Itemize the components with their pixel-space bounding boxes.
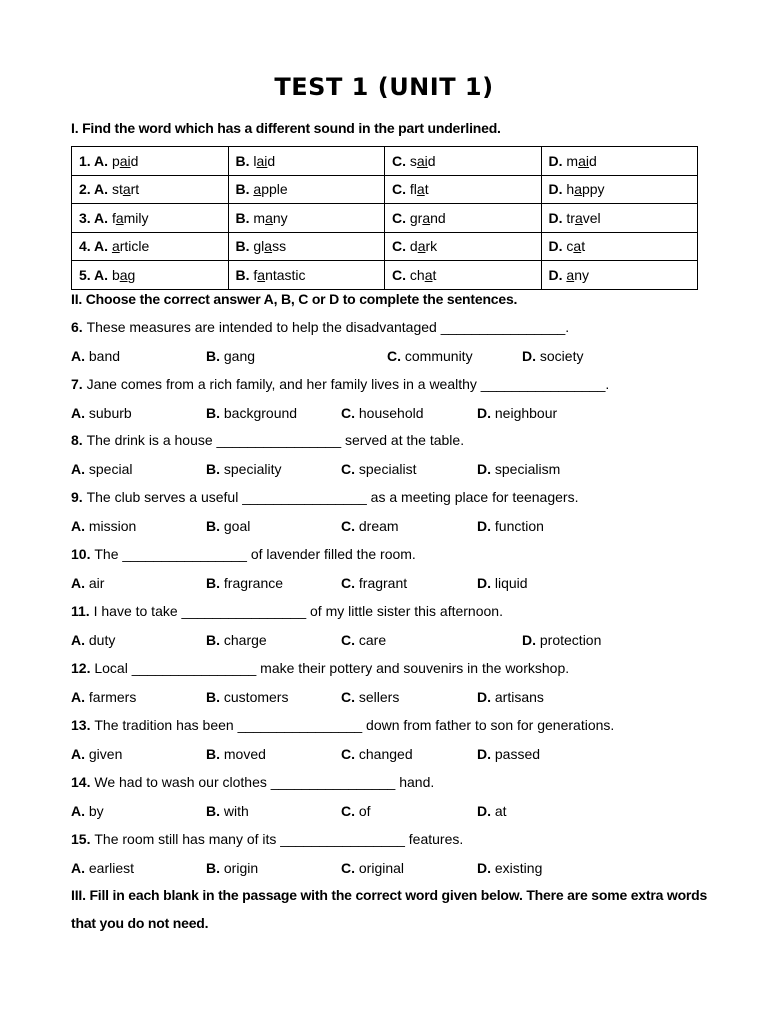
option-label: 4. A. (79, 238, 112, 255)
question-12 (71, 660, 569, 676)
answer-option (341, 461, 416, 477)
section-1-heading: I. Find the word which has a different sound in the part underlined. (71, 120, 501, 136)
option-text: earliest (88, 859, 135, 876)
table-cell (385, 261, 542, 290)
option-letter: C. (387, 347, 405, 364)
option-text: liquid (494, 574, 528, 591)
option-letter: D. (477, 460, 495, 477)
underlined-part: a (111, 238, 120, 255)
answer-option (477, 860, 542, 876)
question-text: Local ________________ make their pottery and souvenirs in the workshop. (94, 660, 570, 676)
table-cell (541, 175, 698, 204)
question-number: 10. (71, 546, 95, 562)
option-label: B. (235, 209, 254, 226)
option-text: suburb (88, 404, 132, 421)
answer-option (71, 348, 120, 364)
option-letter: A. (71, 688, 89, 705)
answer-option (477, 803, 507, 819)
option-letter: B. (206, 517, 224, 534)
option-text: speciality (223, 460, 282, 477)
answer-option (206, 860, 258, 876)
option-text: fragrant (358, 574, 408, 591)
table-cell (72, 147, 229, 176)
section-2-heading: II. Choose the correct answer A, B, C or D to complete the sentences. (71, 291, 518, 307)
underlined-part: a (122, 181, 131, 198)
option-label: B. (235, 152, 254, 169)
option-letter: D. (522, 347, 540, 364)
answer-option (341, 860, 404, 876)
option-text: fragrance (223, 574, 284, 591)
underlined-part: a (115, 209, 124, 226)
option-text: mission (88, 517, 137, 534)
underlined-part: a (574, 209, 583, 226)
option-letter: C. (341, 517, 359, 534)
option-word: glass (253, 238, 287, 255)
option-label: C. (392, 152, 410, 169)
option-label: C. (392, 181, 410, 198)
option-text: special (88, 460, 133, 477)
option-text: society (539, 347, 584, 364)
underlined-part: a (422, 209, 431, 226)
answer-option (206, 689, 288, 705)
question-11 (71, 603, 503, 619)
option-letter: C. (341, 688, 359, 705)
answer-option (71, 518, 136, 534)
answer-option (206, 405, 297, 421)
answer-option (341, 575, 407, 591)
section-3-heading: III. Fill in each blank in the passage with the correct word given below. There are some extra words that you do not need. (71, 887, 708, 931)
option-letter: D. (522, 631, 540, 648)
option-letter: A. (71, 347, 89, 364)
table-cell (228, 232, 385, 261)
question-text: I have to take ________________ of my little sister this afternoon. (93, 603, 503, 619)
question-13 (71, 717, 614, 733)
option-word: fantastic (253, 266, 306, 283)
table-cell (228, 147, 385, 176)
question-number: 9. (71, 489, 87, 505)
option-letter: B. (206, 574, 224, 591)
underlined-part: ai (119, 152, 131, 169)
option-label: B. (235, 238, 254, 255)
option-letter: A. (71, 859, 89, 876)
option-text: band (88, 347, 121, 364)
answer-option (71, 860, 134, 876)
option-letter: A. (71, 517, 89, 534)
answer-option (206, 518, 250, 534)
option-label: 3. A. (79, 209, 112, 226)
option-text: changed (358, 745, 413, 762)
answer-option (206, 461, 281, 477)
option-text: artisans (494, 688, 544, 705)
option-text: of (358, 802, 371, 819)
option-letter: A. (71, 745, 89, 762)
option-letter: A. (71, 574, 89, 591)
underlined-part: a (573, 238, 582, 255)
option-text: existing (494, 859, 543, 876)
question-text: Jane comes from a rich family, and her family lives in a wealthy ________________. (86, 376, 610, 392)
option-word: start (111, 181, 140, 198)
answer-option (477, 746, 540, 762)
question-8 (71, 432, 464, 448)
table-row (72, 175, 698, 204)
question-text: We had to wash our clothes ________________ hand. (94, 774, 435, 790)
table-cell (72, 261, 229, 290)
question-10 (71, 546, 416, 562)
option-word: family (111, 209, 149, 226)
option-letter: D. (477, 745, 495, 762)
option-text: sellers (358, 688, 400, 705)
page-title: TEST 1 (UNIT 1) (274, 73, 494, 101)
option-text: function (494, 517, 544, 534)
underlined-part: a (566, 266, 575, 283)
question-text: The ________________ of lavender filled the room. (94, 546, 416, 562)
answer-option (341, 518, 399, 534)
table-cell (541, 261, 698, 290)
answer-option (71, 405, 132, 421)
answer-option (341, 803, 371, 819)
option-letter: C. (341, 631, 359, 648)
table-cell (228, 204, 385, 233)
option-text: passed (494, 745, 541, 762)
answer-option (341, 689, 399, 705)
table-cell (385, 175, 542, 204)
table-row (72, 232, 698, 261)
option-label: D. (548, 238, 567, 255)
question-15 (71, 831, 463, 847)
question-text: The tradition has been ________________ down from father to son for generations. (94, 717, 615, 733)
question-number: 12. (71, 660, 95, 676)
answer-option (522, 348, 583, 364)
option-letter: A. (71, 631, 89, 648)
underlined-part: a (253, 181, 262, 198)
option-letter: C. (341, 574, 359, 591)
option-label: C. (392, 209, 410, 226)
option-letter: D. (477, 574, 495, 591)
answer-option (341, 632, 386, 648)
answer-option (477, 461, 560, 477)
answer-option (71, 746, 122, 762)
option-text: at (494, 802, 507, 819)
underlined-part: a (119, 266, 128, 283)
table-cell (541, 147, 698, 176)
underlined-part: a (417, 238, 426, 255)
option-text: charge (223, 631, 267, 648)
table-cell (385, 147, 542, 176)
question-number: 15. (71, 831, 95, 847)
option-text: protection (539, 631, 602, 648)
option-label: C. (392, 266, 410, 283)
option-word: chat (409, 266, 437, 283)
underlined-part: a (424, 266, 433, 283)
table-cell (385, 204, 542, 233)
answer-option (206, 746, 266, 762)
answer-option (206, 575, 283, 591)
option-letter: B. (206, 859, 224, 876)
option-text: moved (223, 745, 266, 762)
option-text: care (358, 631, 387, 648)
answer-option (206, 632, 267, 648)
option-text: goal (223, 517, 251, 534)
table-cell (72, 232, 229, 261)
option-label: C. (392, 238, 410, 255)
option-word: bag (111, 266, 136, 283)
option-label: 5. A. (79, 266, 112, 283)
option-word: apple (253, 181, 288, 198)
option-letter: C. (341, 745, 359, 762)
question-text: The room still has many of its ________________ features. (94, 831, 464, 847)
option-word: paid (111, 152, 139, 169)
option-text: background (223, 404, 298, 421)
option-word: cat (566, 238, 586, 255)
option-label: D. (548, 181, 567, 198)
answer-option (522, 632, 601, 648)
answer-option (71, 461, 132, 477)
answer-option (477, 405, 557, 421)
underlined-part: a (264, 238, 273, 255)
question-text: The drink is a house ________________ served at the table. (86, 432, 465, 448)
option-label: 1. A. (79, 152, 112, 169)
answer-option (71, 803, 104, 819)
option-label: B. (235, 266, 254, 283)
option-label: 2. A. (79, 181, 112, 198)
question-text: These measures are intended to help the disadvantaged ________________. (86, 319, 570, 335)
question-7 (71, 376, 609, 392)
option-text: dream (358, 517, 399, 534)
option-letter: B. (206, 460, 224, 477)
option-letter: D. (477, 404, 495, 421)
option-word: laid (253, 152, 276, 169)
question-number: 11. (71, 603, 94, 619)
answer-option (206, 803, 249, 819)
option-letter: D. (477, 802, 495, 819)
answer-option (71, 575, 104, 591)
option-text: community (404, 347, 473, 364)
option-text: gang (223, 347, 256, 364)
answer-option (71, 632, 115, 648)
answer-option (341, 405, 424, 421)
question-14 (71, 774, 434, 790)
answer-option (71, 689, 136, 705)
question-number: 14. (71, 774, 95, 790)
underlined-part: a (265, 209, 273, 226)
table-cell (228, 175, 385, 204)
option-word: article (111, 238, 150, 255)
option-letter: B. (206, 745, 224, 762)
answer-option (477, 689, 544, 705)
table-row (72, 204, 698, 233)
option-letter: C. (341, 802, 359, 819)
option-text: origin (223, 859, 259, 876)
table-cell (72, 204, 229, 233)
option-letter: C. (341, 404, 359, 421)
option-letter: D. (477, 859, 495, 876)
option-word: happy (566, 181, 605, 198)
question-number: 7. (71, 376, 87, 392)
option-letter: A. (71, 404, 89, 421)
underlined-part: ai (578, 152, 589, 169)
answer-option (387, 348, 473, 364)
underlined-part: a (574, 181, 582, 198)
option-text: by (88, 802, 104, 819)
option-label: D. (548, 209, 567, 226)
option-letter: C. (341, 460, 359, 477)
option-letter: B. (206, 802, 224, 819)
option-text: original (358, 859, 405, 876)
option-word: flat (409, 181, 429, 198)
question-number: 8. (71, 432, 87, 448)
option-word: said (409, 152, 436, 169)
option-word: dark (409, 238, 438, 255)
question-text: The club serves a useful ________________ as a meeting place for teenagers. (86, 489, 579, 505)
answer-option (341, 746, 413, 762)
option-text: duty (88, 631, 116, 648)
underlined-part: ai (416, 152, 428, 169)
option-letter: A. (71, 460, 89, 477)
underlined-part: a (416, 181, 425, 198)
option-letter: B. (206, 404, 224, 421)
option-text: specialism (494, 460, 561, 477)
option-letter: B. (206, 347, 224, 364)
table-cell (72, 175, 229, 204)
option-letter: D. (477, 517, 495, 534)
option-word: travel (566, 209, 601, 226)
question-6 (71, 319, 569, 335)
table-row (72, 261, 698, 290)
option-text: air (88, 574, 105, 591)
option-word: maid (566, 152, 597, 169)
underlined-part: ai (256, 152, 268, 169)
question-9 (71, 489, 578, 505)
option-text: given (88, 745, 123, 762)
table-cell (228, 261, 385, 290)
question-number: 13. (71, 717, 95, 733)
option-text: customers (223, 688, 289, 705)
option-letter: B. (206, 688, 224, 705)
option-word: any (566, 266, 589, 283)
sound-table (71, 146, 698, 290)
option-text: household (358, 404, 424, 421)
option-text: farmers (88, 688, 137, 705)
table-cell (541, 232, 698, 261)
option-letter: A. (71, 802, 89, 819)
table-cell (541, 204, 698, 233)
table-row (72, 147, 698, 176)
option-word: grand (409, 209, 446, 226)
option-word: many (253, 209, 288, 226)
question-number: 6. (71, 319, 87, 335)
option-letter: C. (341, 859, 359, 876)
table-cell (385, 232, 542, 261)
underlined-part: a (257, 266, 266, 283)
option-text: with (223, 802, 249, 819)
option-label: D. (548, 266, 567, 283)
answer-option (477, 575, 528, 591)
option-label: B. (235, 181, 254, 198)
option-label: D. (548, 152, 567, 169)
option-text: neighbour (494, 404, 558, 421)
answer-option (206, 348, 255, 364)
option-letter: D. (477, 688, 495, 705)
answer-option (477, 518, 544, 534)
option-text: specialist (358, 460, 417, 477)
option-letter: B. (206, 631, 224, 648)
